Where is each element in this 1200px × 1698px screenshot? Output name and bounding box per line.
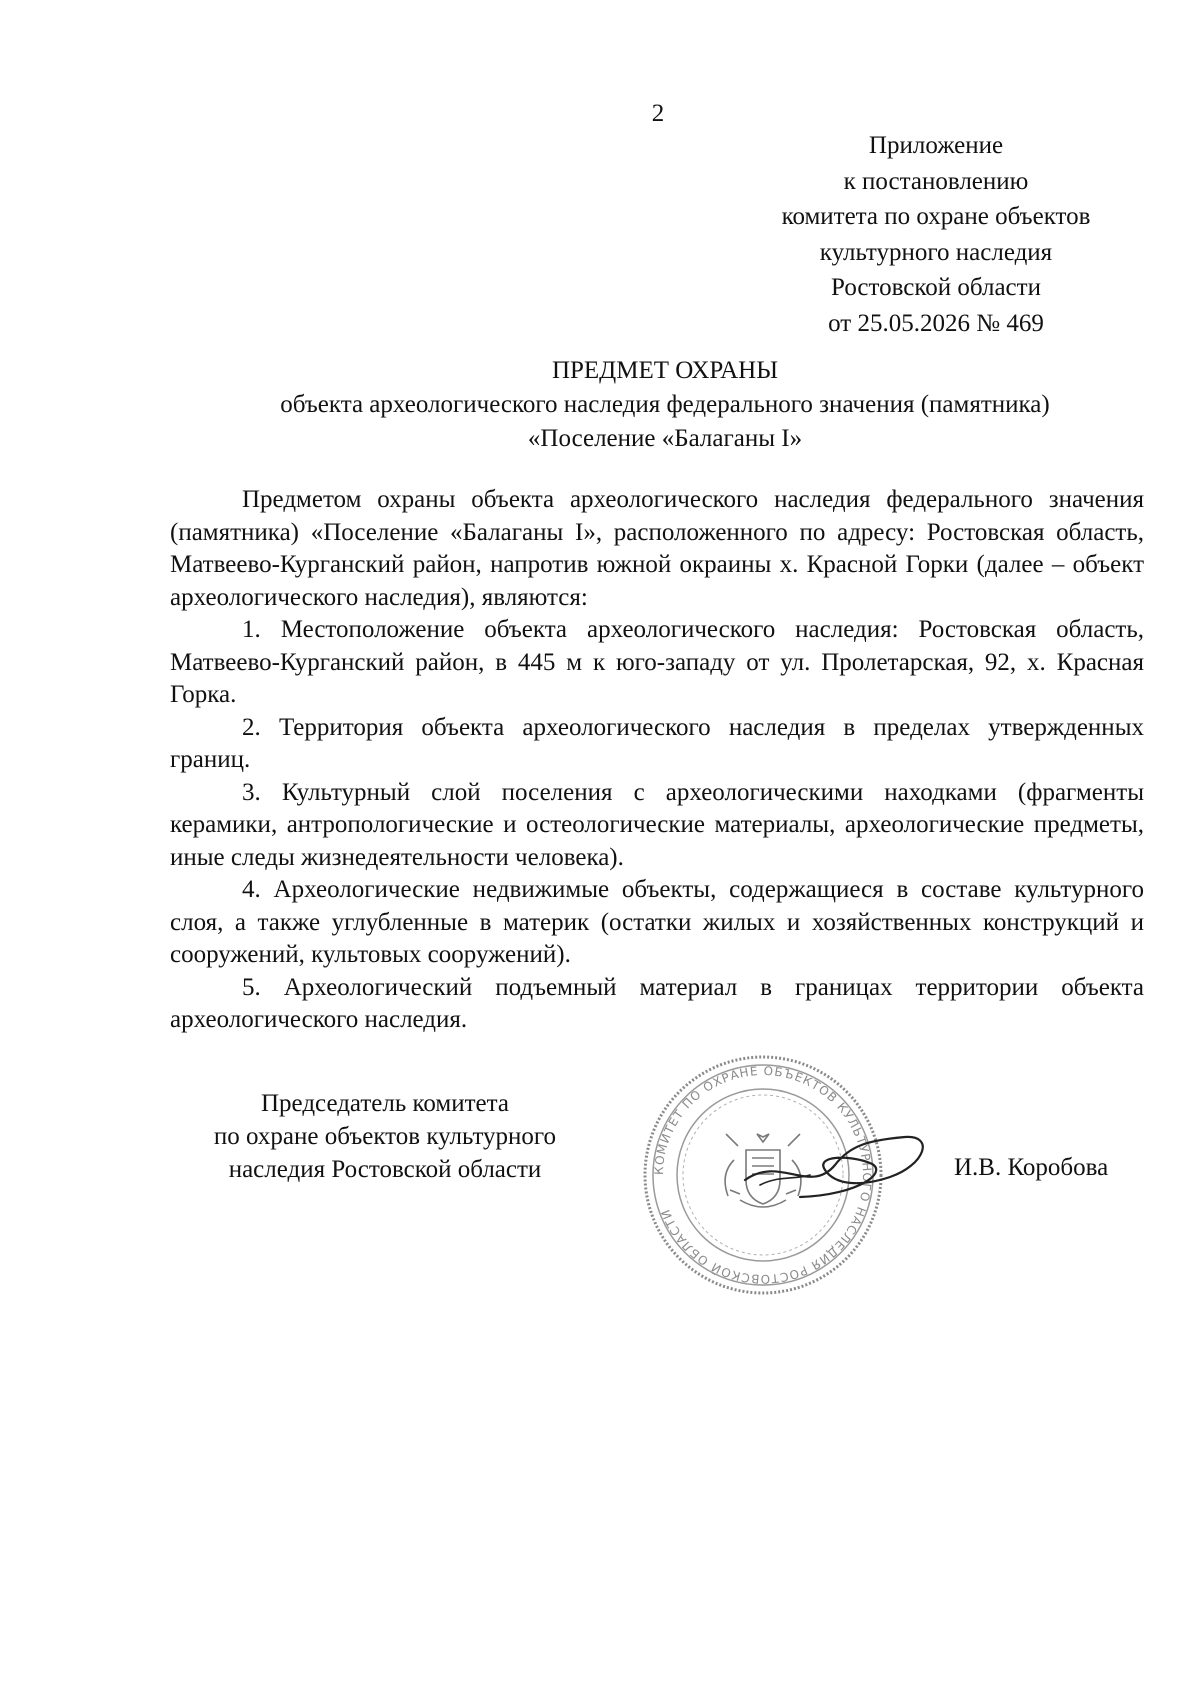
appendix-line: культурного наследия [819,238,1053,266]
appendix-line: от 25.05.2026 № 469 [828,309,1044,337]
list-item: 2. Территория объекта археологического наследия в пределах утвержденных границ. [170,713,1144,773]
appendix-header [746,128,1126,341]
signatory-title-line: наследия Ростовской области [228,1156,542,1183]
list-item: 3. Культурный слой поселения с археологическими находками (фрагменты керамики, антропологические и остеологические материалы, археологические предметы, иные следы жизнедеятельности человека). [170,778,1144,871]
appendix-line: к постановлению [843,167,1029,195]
signatory-name: И.В. Коробова [954,1154,1109,1181]
seal-text: КОМИТЕТ ПО ОХРАНЕ ОБЪЕКТОВ КУЛЬТУРНОГО НАСЛЕДИЯ РОСТОВСКОЙ ОБЛАСТИ [651,1063,875,1287]
title-subline: объекта археологического наследия федерального значения (памятника) [280,391,1050,418]
title-heading: ПРЕДМЕТ ОХРАНЫ [551,357,779,384]
list-item: 4. Археологические недвижимые объекты, содержащиеся в составе культурного слоя, а также углубленные в материк (остатки жилых и хозяйственных конструкций и сооружений, культовых сооружений). [170,876,1144,968]
signatory-title-line: Председатель комитета [261,1090,509,1117]
handwritten-signature-icon [740,1125,940,1215]
appendix-line: Приложение [868,132,1004,159]
page-number: 2 [651,100,665,127]
title-object-name: «Поселение «Балаганы I» [527,425,803,452]
appendix-line: комитета по охране объектов [781,203,1091,230]
list-item: 1. Местоположение объекта археологического наследия: Ростовская область, Матвеево-Курганский район, в 445 м к юго-западу от ул. Пролетарская, 92, х. Красная Горка. [170,616,1144,708]
intro-paragraph: Предметом охраны объекта археологического наследия федерального значения (памятника) «Поселение «Балаганы I», расположенного по адресу: Ростовская область, Матвеево-Курганский район, напротив южной окраины х. Красной Горки (далее – объект археологического наследия), являются: [170,486,1144,611]
list-item: 5. Археологический подъемный материал в границах территории объекта археологического наследия. [170,973,1144,1033]
appendix-line: Ростовской области [831,274,1041,301]
signatory-title [170,1087,600,1186]
document-title [170,354,1160,456]
signatory-title-line: по охране объектов культурного [213,1123,557,1150]
document-body [170,484,1144,1037]
